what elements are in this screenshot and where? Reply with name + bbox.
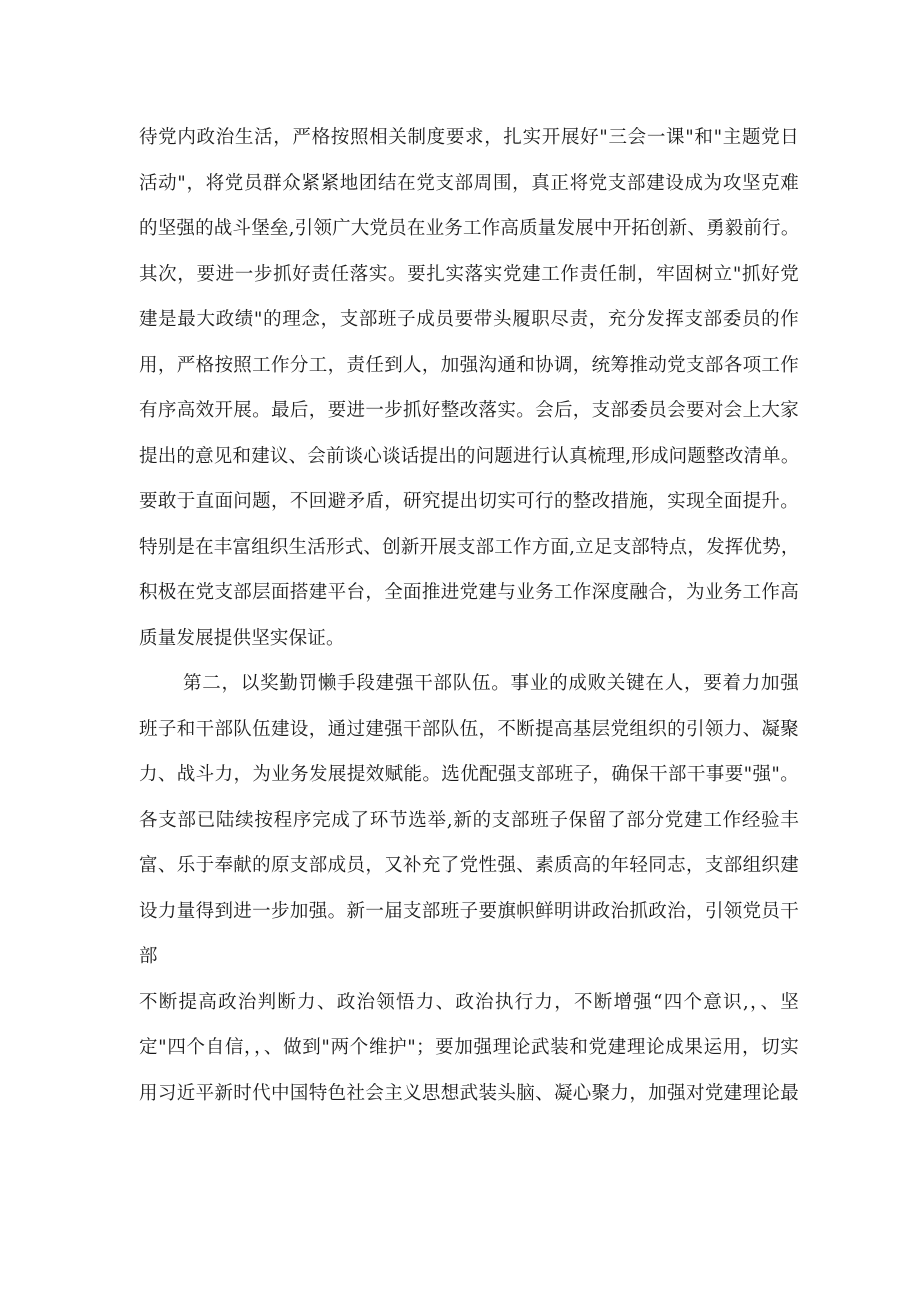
text-line: 用，严格按照工作分工，责任到人，加强沟通和协调，统筹推动党支部各项工作	[139, 354, 799, 376]
text-line: 班子和干部队伍建设，通过建强干部队伍，不断提高基层党组织的引领力、凝聚	[139, 718, 799, 740]
text-line: 提出的意见和建议、会前谈心谈话提出的问题进行认真梳理,形成问题整改清单。	[139, 445, 800, 467]
text-line: 设力量得到进一步加强。新一届支部班子要旗帜鲜明讲政治抓政治，引领党员干	[139, 900, 799, 922]
text-line: 各支部已陆续按程序完成了环节选举,新的支部班子保留了部分党建工作经验丰	[139, 809, 799, 831]
text-line: 活动"，将党员群众紧紧地团结在党支部周围，真正将党支部建设成为攻坚克难	[139, 172, 799, 194]
text-line: 积极在党支部层面搭建平台，全面推进党建与业务工作深度融合，为业务工作高	[139, 582, 799, 603]
paragraph-1	[139, 115, 799, 661]
text-line: 不断提高政治判断力、政治领悟力、政治执行力，不断增强“四个意识,，、坚	[139, 991, 799, 1013]
text-line: 建是最大政绩"的理念，支部班子成员要带头履职尽责，充分发挥支部委员的作	[139, 309, 799, 330]
text-line: 力、战斗力，为业务发展提效赋能。选优配强支部班子，确保干部干事要"强"。	[139, 764, 799, 785]
document-body	[139, 115, 799, 1116]
text-line: 用习近平新时代中国特色社会主义思想武装头脑、凝心聚力，加强对党建理论最	[139, 1082, 799, 1104]
text-line: 富、乐于奉献的原支部成员，又补充了党性强、素质高的年轻同志，支部组织建	[139, 855, 799, 876]
text-line: 待党内政治生活，严格按照相关制度要求，扎实开展好"三会一课"和"主题党日	[139, 127, 799, 148]
text-line: 的坚强的战斗堡垒,引领广大党员在业务工作高质量发展中开拓创新、勇毅前行。	[139, 218, 800, 239]
text-line: 第二，以奖勤罚懒手段建强干部队伍。事业的成败关键在人，要着力加强	[183, 673, 799, 694]
text-line: 定"四个自信，，、做到"两个维护"；要加强理论武装和党建理论成果运用，切实	[139, 1037, 799, 1058]
text-line: 特别是在丰富组织生活形式、创新开展支部工作方面,立足支部特点，发挥优势，	[139, 536, 800, 558]
text-line: 要敢于直面问题，不回避矛盾，研究提出切实可行的整改措施，实现全面提升。	[139, 491, 799, 512]
text-line: 其次，要进一步抓好责任落实。要扎实落实党建工作责任制，牢固树立"抓好党	[139, 263, 799, 285]
paragraph-3	[139, 980, 799, 1117]
paragraph-2	[139, 661, 799, 980]
text-line: 部	[139, 946, 158, 967]
text-line: 有序高效开展。最后，要进一步抓好整改落实。会后，支部委员会要对会上大家	[139, 400, 799, 421]
text-line: 质量发展提供坚实保证。	[139, 627, 345, 649]
